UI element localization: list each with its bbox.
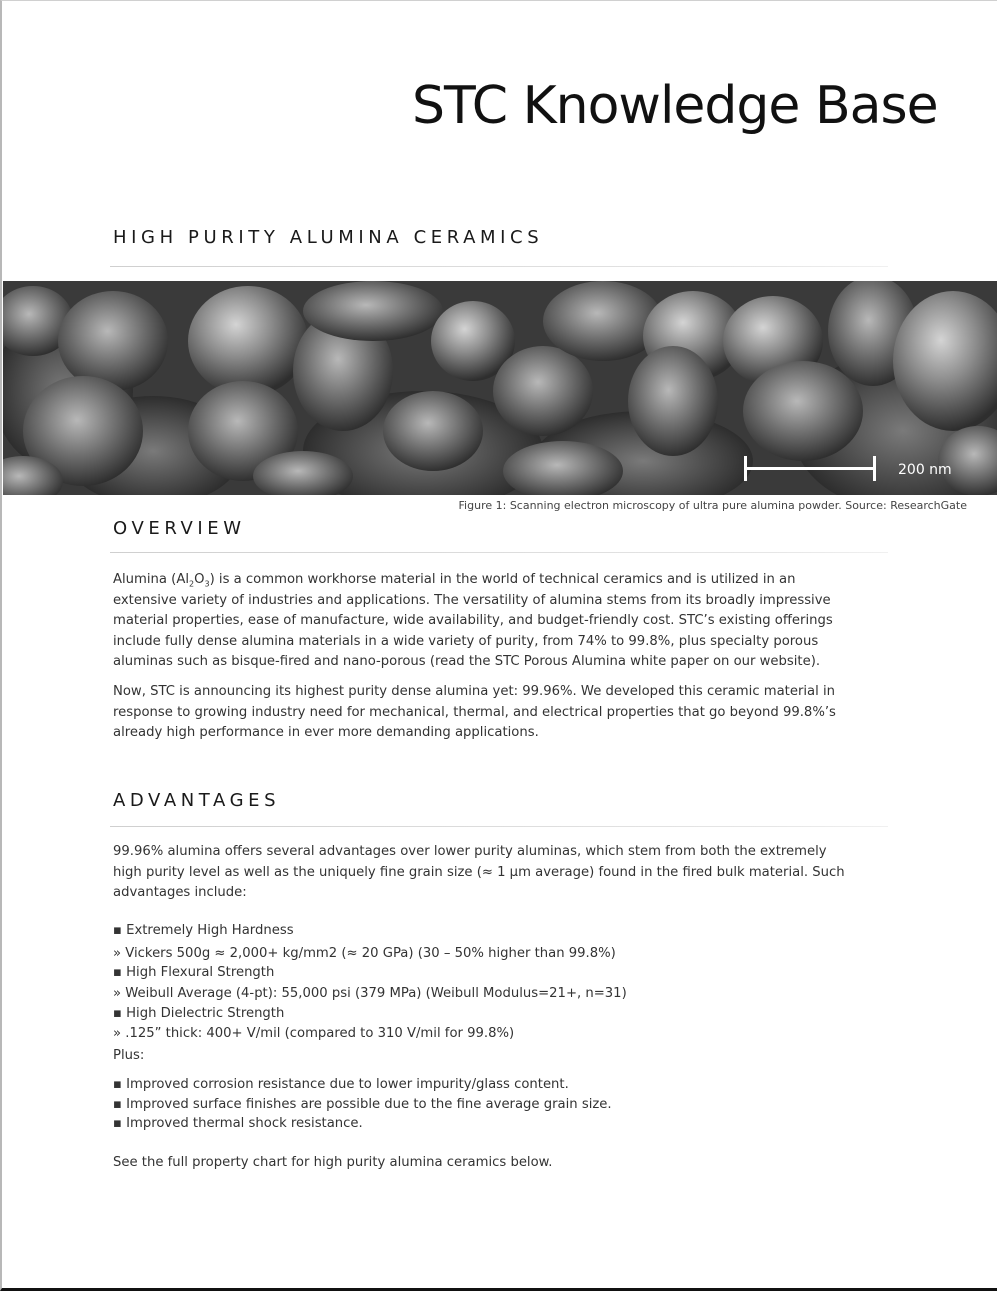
scale-bar bbox=[744, 467, 876, 470]
figure-caption: Figure 1: Scanning electron microscopy of ultra pure alumina powder. Source: ResearchGate bbox=[458, 499, 967, 512]
advantage-item: ▪ Extremely High Hardness bbox=[113, 923, 294, 938]
scale-bar-label: 200 nm bbox=[898, 462, 952, 478]
heading-rule bbox=[110, 266, 888, 267]
closing-note: See the full property chart for high purity alumina ceramics below. bbox=[113, 1155, 553, 1170]
advantage-item: ▪ High Dielectric Strength bbox=[113, 1006, 285, 1021]
advantage-detail: » Vickers 500g ≈ 2,000+ kg/mm2 (≈ 20 GPa) (30 – 50% higher than 99.8%) bbox=[113, 946, 616, 961]
section-heading-main: HIGH PURITY ALUMINA CERAMICS bbox=[113, 227, 544, 248]
advantage-detail: » Weibull Average (4-pt): 55,000 psi (379 MPa) (Weibull Modulus=21+, n=31) bbox=[113, 986, 627, 1001]
plus-item: ▪ Improved surface finishes are possible due to the fine average grain size. bbox=[113, 1097, 612, 1112]
sem-micrograph-image bbox=[3, 281, 997, 495]
page-title: STC Knowledge Base bbox=[412, 76, 938, 136]
overview-paragraph-1: Alumina $(Al_2O_3)$ is a common workhorse material in the world of technical ceramics and is utilized in an extensive variety of industries and applications. The versatility of alumina stems from its broadly impressive material properties, ease of manufacture, wide availability, and budget-friendly cost. STC’s existing offerings include fully dense alumina materials in a wide variety of purity, from 74% to 99.8%, plus specialty porous aluminas such as bisque-fired and nano-porous (read the STC Porous Alumina white paper on our website). bbox=[113, 572, 833, 670]
plus-label: Plus: bbox=[113, 1048, 145, 1063]
advantage-detail: » .125” thick: 400+ V/mil (compared to 310 V/mil for 99.8%) bbox=[113, 1026, 515, 1041]
plus-item: ▪ Improved corrosion resistance due to lower impurity/glass content. bbox=[113, 1077, 569, 1092]
overview-rule bbox=[110, 552, 888, 553]
advantages-rule bbox=[110, 826, 888, 827]
section-heading-overview: OVERVIEW bbox=[113, 518, 246, 539]
section-heading-advantages: ADVANTAGES bbox=[113, 790, 281, 811]
advantage-item: ▪ High Flexural Strength bbox=[113, 965, 275, 980]
overview-paragraph-2: Now, STC is announcing its highest purity dense alumina yet: 99.96%. We developed this ceramic material in response to growing industry need for mechanical, thermal, and electrical properties that go beyond 99.8%’s already high performance in ever more demanding applications. bbox=[113, 684, 836, 741]
advantages-intro: 99.96% alumina offers several advantages over lower purity aluminas, which stem from both the extremely high purity level as well as the uniquely fine grain size (≈ 1 µm average) found in the fired bulk material. Such advantages include: bbox=[113, 844, 845, 901]
plus-item: ▪ Improved thermal shock resistance. bbox=[113, 1116, 363, 1131]
